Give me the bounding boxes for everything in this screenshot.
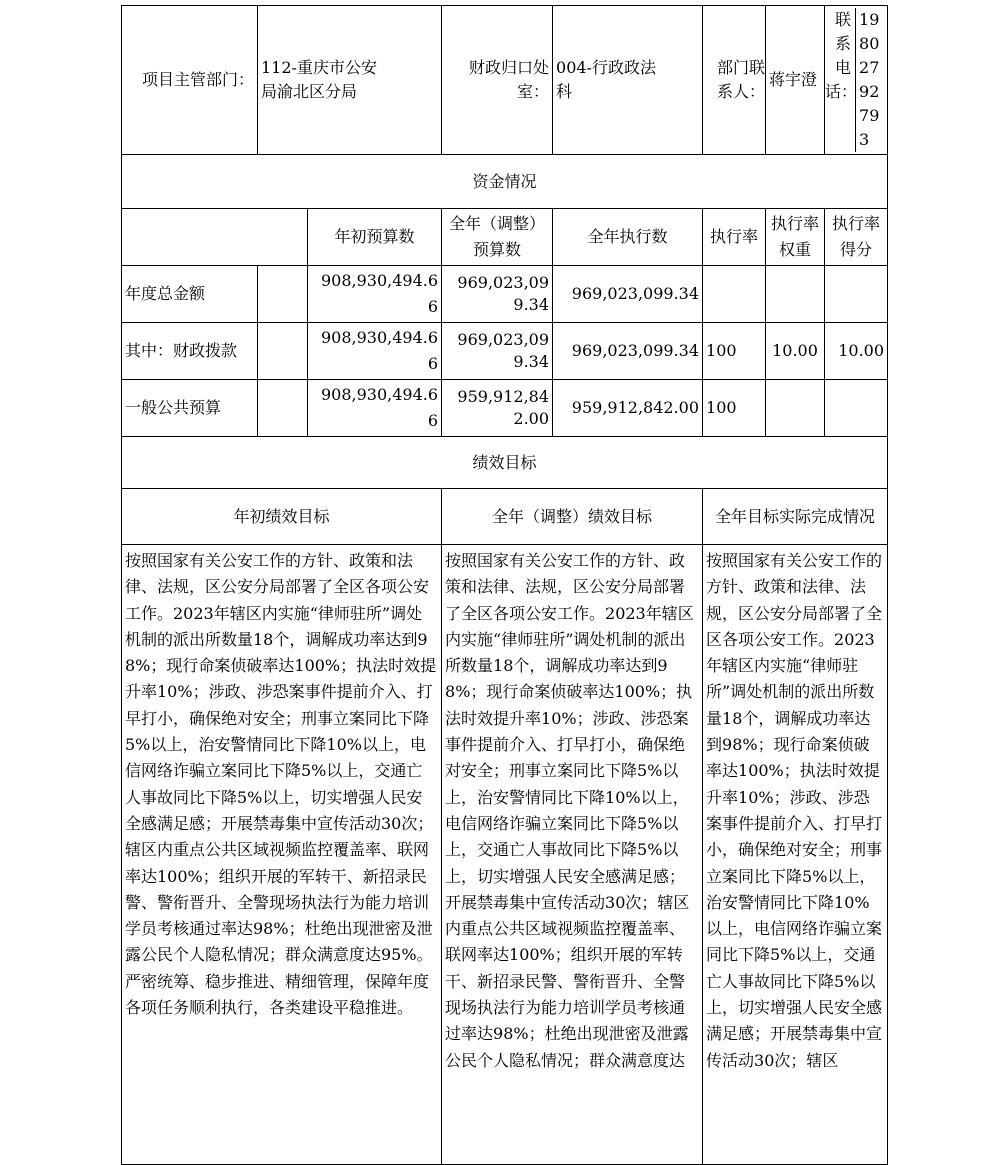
- contact-label-cell: [703, 6, 766, 155]
- col-exec-rate: 执行率: [703, 209, 766, 266]
- contact-label: 部门联系人：: [717, 58, 766, 101]
- row-adjusted: 959,912,842.00: [442, 380, 553, 437]
- office-value: 004-行政政法科: [553, 6, 703, 155]
- row-weight: [766, 266, 825, 323]
- funds-header-blank: [122, 209, 308, 266]
- row-score: 10.00: [825, 323, 888, 380]
- row-initial: 908,930,494.66: [308, 323, 442, 380]
- col-initial-goal: 年初绩效目标: [122, 489, 442, 545]
- row-label: 其中：财政拨款: [122, 323, 258, 380]
- dept-label: 项目主管部门：: [122, 6, 258, 155]
- col-executed: 全年执行数: [553, 209, 703, 266]
- row-blank: [258, 266, 308, 323]
- row-weight: [766, 380, 825, 437]
- header-row: [122, 6, 888, 155]
- performance-section-title: 绩效目标: [122, 437, 888, 489]
- row-score: [825, 266, 888, 323]
- performance-header-row: [122, 489, 888, 545]
- adjusted-goal-text: 按照国家有关公安工作的方针、政策和法律、法规，区公安分局部署了全区各项公安工作。2023年辖区内实施“律师驻所”调处机制的派出所数量18个，调解成功率达到98%；现行命案侦破率达100%；执法时效提升率10%；涉政、涉恐案事件提前介入、打早打小，确保绝对安全；刑事立案同比下降5%以上，治安警情同比下降10%以上，电信网络诈骗立案同比下降5%以上，交通亡人事故同比下降5%以上，切实增强人民安全感满足感；开展禁毒集中宣传活动30次；辖区内重点公共区域视频监控覆盖率、联网率达100%；组织开展的军转干、新招录民警、警衔晋升、全警现场执法行为能力培训学员考核通过率达98%；杜绝出现泄密及泄露公民个人隐私情况；群众满意度达: [442, 545, 703, 1165]
- row-label: 年度总金额: [122, 266, 258, 323]
- funds-title-row: [122, 155, 888, 209]
- row-adjusted: 969,023,099.34: [442, 323, 553, 380]
- performance-title-row: [122, 437, 888, 489]
- col-rate-weight: 执行率权重: [766, 209, 825, 266]
- row-weight: 10.00: [766, 323, 825, 380]
- col-initial-budget: 年初预算数: [308, 209, 442, 266]
- report-table: [121, 5, 888, 1165]
- col-adjusted-budget: 全年（调整）预算数: [442, 209, 553, 266]
- row-rate: 100: [703, 380, 766, 437]
- table-row: [122, 323, 888, 380]
- row-adjusted: 969,023,099.34: [442, 266, 553, 323]
- funds-header-row: [122, 209, 888, 266]
- actual-completion-text: 按照国家有关公安工作的方针、政策和法律、法规，区公安分局部署了全区各项公安工作。2023年辖区内实施“律师驻所”调处机制的派出所数量18个，调解成功率达到98%；现行命案侦破率达100%；执法时效提升率10%；涉政、涉恐案事件提前介入、打早打小，确保绝对安全；刑事立案同比下降5%以上，治安警情同比下降10%以上，电信网络诈骗立案同比下降5%以上，交通亡人事故同比下降5%以上，切实增强人民安全感满足感；开展禁毒集中宣传活动30次；辖区: [703, 545, 888, 1165]
- phone-cell: [825, 6, 888, 155]
- phone-value: 19802792793: [855, 8, 887, 152]
- contact-value: 蒋宇澄: [766, 6, 825, 155]
- row-executed: 969,023,099.34: [553, 323, 703, 380]
- row-rate: [703, 266, 766, 323]
- row-label: 一般公共预算: [122, 380, 258, 437]
- col-rate-score: 执行率得分: [825, 209, 888, 266]
- row-blank: [258, 323, 308, 380]
- row-initial: 908,930,494.66: [308, 380, 442, 437]
- row-initial: 908,930,494.66: [308, 266, 442, 323]
- row-executed: 969,023,099.34: [553, 266, 703, 323]
- performance-report-table: [121, 5, 887, 1068]
- row-executed: 959,912,842.00: [553, 380, 703, 437]
- row-score: [825, 380, 888, 437]
- funds-section-title: 资金情况: [122, 155, 888, 209]
- col-actual-completion: 全年目标实际完成情况: [703, 489, 888, 545]
- table-row: [122, 266, 888, 323]
- office-label: 财政归口处室：: [442, 6, 553, 155]
- phone-label: 联系电话：: [825, 10, 858, 101]
- initial-goal-text: 按照国家有关公安工作的方针、政策和法律、法规，区公安分局部署了全区各项公安工作。2023年辖区内实施“律师驻所”调处机制的派出所数量18个，调解成功率达到98%；现行命案侦破率达100%；执法时效提升率10%；涉政、涉恐案事件提前介入、打早打小，确保绝对安全；刑事立案同比下降5%以上，治安警情同比下降10%以上，电信网络诈骗立案同比下降5%以上，交通亡人事故同比下降5%以上，切实增强人民安全感满足感；开展禁毒集中宣传活动30次；辖区内重点公共区域视频监控覆盖率、联网率达100%；组织开展的军转干、新招录民警、警衔晋升、全警现场执法行为能力培训学员考核通过率达98%；杜绝出现泄密及泄露公民个人隐私情况；群众满意度达95%。严密统筹、稳步推进、精细管理，保障年度各项任务顺利执行，各类建设平稳推进。: [122, 545, 442, 1165]
- dept-value: 112-重庆市公安局渝北区分局: [258, 6, 442, 155]
- performance-text-row: [122, 545, 888, 1165]
- col-adjusted-goal: 全年（调整）绩效目标: [442, 489, 703, 545]
- table-row: [122, 380, 888, 437]
- row-rate: 100: [703, 323, 766, 380]
- row-blank: [258, 380, 308, 437]
